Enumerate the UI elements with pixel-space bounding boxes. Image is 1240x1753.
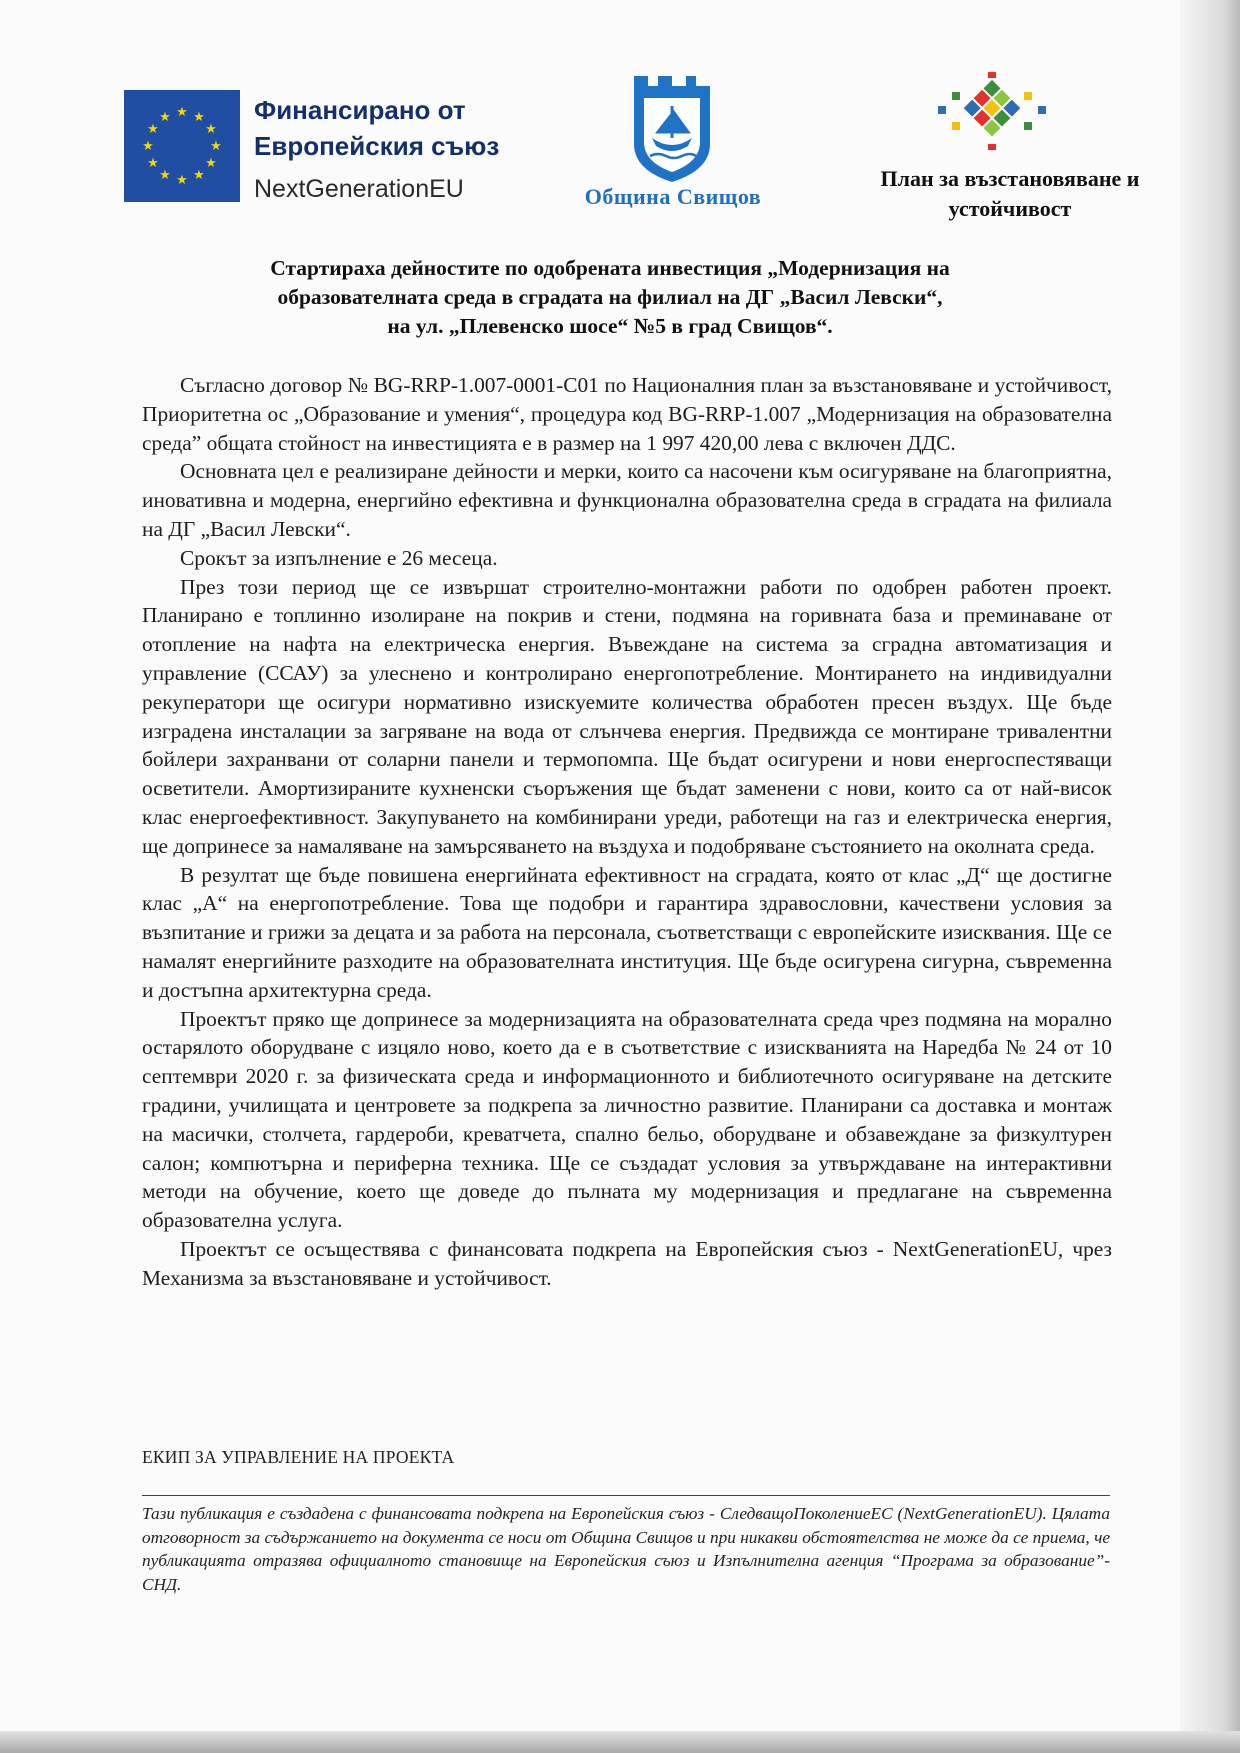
svg-text:★: ★ bbox=[193, 168, 205, 183]
paragraph-works: През този период ще се извършат строително-монтажни работи по одобрен работен проект. Планирано е топлинно изолиране на покрив и стени, подмяна на горивната база и преминаване от отопление на нафта на електрическа енергия. Въвеждане на система за сградна автоматизация и управление (ССАУ) за улеснено и контролирано енергопотребление. Монтирането на индивидуални рекуператори ще осигури нормативно изискуемите количества обработен пресен въздух. Ще бъде изградена инсталации за загряване на вода от слънчева енергия. Предвижда се монтиране тривалентни бойлери захранвани от соларни панели и термопомпа. Ще бъдат осигурени и нови енергоспестяващи осветители. Амортизираните кухненски съоръжения ще бъдат заменени с нови, които са от най-висок клас енергоефективност. Закупуването на комбинирани уреди, работещи на газ и електрическа енергия, ще допринесе за намаляване на замърсяването на въздуха и подобряване състоянието на околната среда. bbox=[142, 574, 1112, 858]
svg-text:★: ★ bbox=[142, 139, 154, 154]
svg-text:★: ★ bbox=[176, 105, 188, 120]
recovery-plan-caption: План за възстановяване и устойчивост bbox=[880, 166, 1140, 221]
document-body bbox=[142, 371, 1112, 1293]
document-title bbox=[180, 254, 1040, 341]
svg-text:★: ★ bbox=[193, 110, 205, 125]
municipality-name: Община Свищов bbox=[584, 184, 762, 209]
svg-text:★: ★ bbox=[205, 156, 217, 171]
paragraph-duration: Срокът за изпълнение е 26 месеца. bbox=[180, 545, 498, 570]
svg-text:★: ★ bbox=[159, 110, 171, 125]
project-team-label: ЕКИП ЗА УПРАВЛЕНИЕ НА ПРОЕКТА bbox=[142, 1447, 455, 1467]
svg-text:★: ★ bbox=[147, 122, 159, 137]
paragraph-result: В резултат ще бъде повишена енергийната ефективност на сградата, която от клас „Д“ ще достигне клас „А“ на енергопотребление. Това ще подобри и гарантира здравословни, качествени условия за възпитание и грижи за децата и за работа на персонала, съответстващи с европейските изисквания. Ще се намалят енергийните разходите на образователната институция. Ще бъде осигурена сигурна, съвременна и достъпна архитектурна среда. bbox=[142, 862, 1112, 1002]
recovery-plan-logo bbox=[932, 72, 1052, 150]
svg-text:★: ★ bbox=[205, 122, 217, 137]
paragraph-contract: Съгласно договор № BG-RRP-1.007-0001-C01 по Националния план за възстановяване и устойчивост, Приоритетна ос „Образование и умения“, процедура код BG-RRP-1.007 „Модернизация на образователна среда” общата стойност на инвестицията е в размер на 1 997 420,00 лева с включен ДДС. bbox=[142, 373, 1112, 455]
title-line-3: на ул. „Плевенско шосе“ №5 в град Свищов“. bbox=[387, 314, 833, 338]
scan-edge-bottom bbox=[0, 1731, 1240, 1753]
paragraph-goal: Основната цел е реализиране дейности и мерки, които са насочени към осигуряване на благоприятна, иновативна и модерна, енергийно ефективна и функционална образователна среда в сградата на филиала на ДГ „Васил Левски“. bbox=[142, 459, 1112, 541]
svg-text:★: ★ bbox=[176, 173, 188, 188]
svg-text:★: ★ bbox=[147, 156, 159, 171]
eu-line-1: Финансирано от bbox=[254, 95, 466, 125]
footer-divider bbox=[142, 1495, 1110, 1496]
eu-stars-icon bbox=[124, 90, 240, 202]
eu-flag-logo bbox=[124, 90, 240, 202]
title-line-2: образователната среда в сградата на филиал на ДГ „Васил Левски“, bbox=[277, 285, 943, 309]
svg-text:★: ★ bbox=[159, 168, 171, 183]
disclaimer-text: Тази публикация е създадена с финансовата подкрепа на Европейския съюз - СледващоПоколениеЕС (NextGenerationEU). Цялата отговорност за съдържанието на документа се носи от Община Свищов и при никакви обстоятелства не може да се приема, че публикацията отразява официалното становище на Европейския съюз и Изпълнителна агенция “Програма за образование”-СНД. bbox=[142, 1504, 1110, 1594]
svishtov-crest-logo bbox=[628, 72, 716, 184]
title-line-1: Стартираха дейностите по одобрената инвестиция „Модернизация на bbox=[270, 256, 950, 280]
scan-edge bbox=[1180, 0, 1240, 1753]
eu-line-3: NextGenerationEU bbox=[254, 175, 464, 203]
eu-funding-text bbox=[254, 92, 554, 210]
eu-line-2: Европейския съюз bbox=[254, 131, 500, 161]
paragraph-funding: Проектът се осъществява с финансовата подкрепа на Европейския съюз - NextGenerationEU, чрез Механизма за възстановяване и устойчивост. bbox=[142, 1236, 1112, 1290]
svg-text:★: ★ bbox=[210, 139, 222, 154]
paragraph-equipment: Проектът пряко ще допринесе за модернизацията на образователната среда чрез подмяна на морално остарялото оборудване с изцяло ново, което да е в съответствие с изискванията на Наредба № 24 от 10 септември 2020 г. за физическата среда и информационното и библиотечното осигуряване на детските градини, училищата и центровете за подкрепа за личностно развитие. Планирани са доставка и монтаж на масички, столчета, гардероби, креватчета, спално бельо, оборудване и обзавеждане за физкултурен салон; компютърна и периферна техника. Ще се създадат условия за утвърждаване на интерактивни методи на обучение, което ще доведе до пълната му модернизация и предлагане на съвременна образователна услуга. bbox=[142, 1006, 1112, 1233]
